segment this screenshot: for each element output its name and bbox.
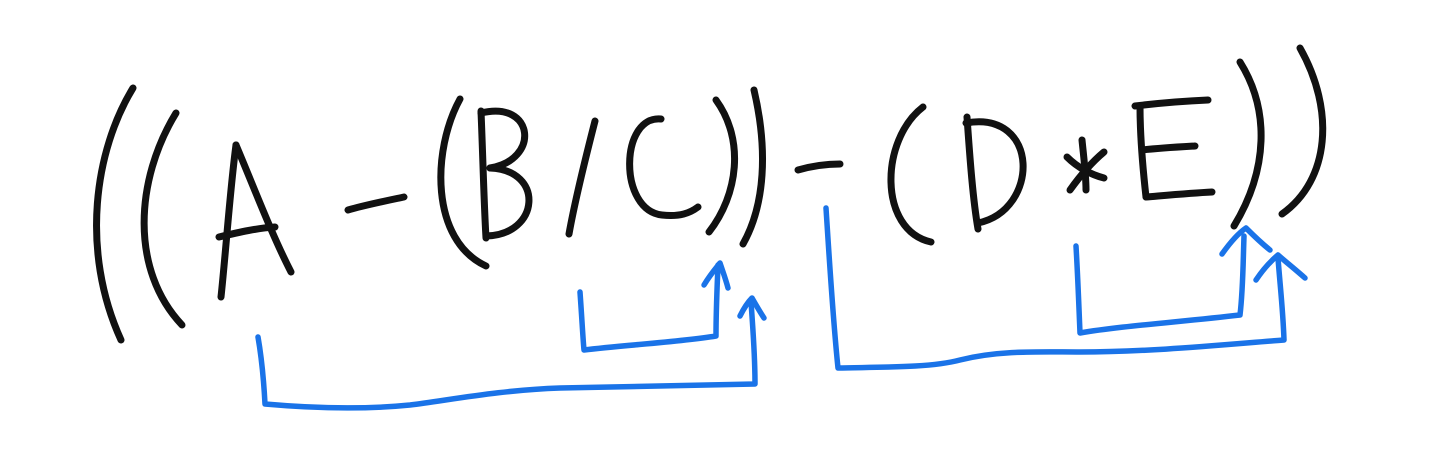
minus-1: [348, 197, 404, 210]
slash: [569, 121, 595, 234]
minus-2: [798, 164, 840, 170]
letter-e: [1135, 100, 1212, 197]
letter-a: [219, 145, 291, 297]
expression-strokes: [97, 48, 1323, 340]
arrow-e-to-close-paren-3: [1076, 228, 1270, 333]
arrow-a-to-close-paren-2: [258, 298, 764, 408]
arrow-minus-to-close-paren-4: [826, 208, 1305, 368]
close-paren-2: [743, 90, 763, 244]
open-paren-1: [97, 88, 133, 340]
close-paren-4: [1282, 48, 1323, 214]
open-paren-2: [144, 113, 182, 325]
letter-b: [481, 111, 529, 238]
letter-c: [630, 119, 698, 216]
close-paren-3: [1234, 62, 1261, 226]
annotation-arrows: [258, 208, 1305, 408]
asterisk: [1067, 140, 1104, 190]
letter-d: [966, 117, 1023, 229]
close-paren-1: [709, 100, 735, 232]
arrow-c-to-close-paren-1: [580, 263, 728, 350]
open-paren-4: [891, 107, 931, 242]
